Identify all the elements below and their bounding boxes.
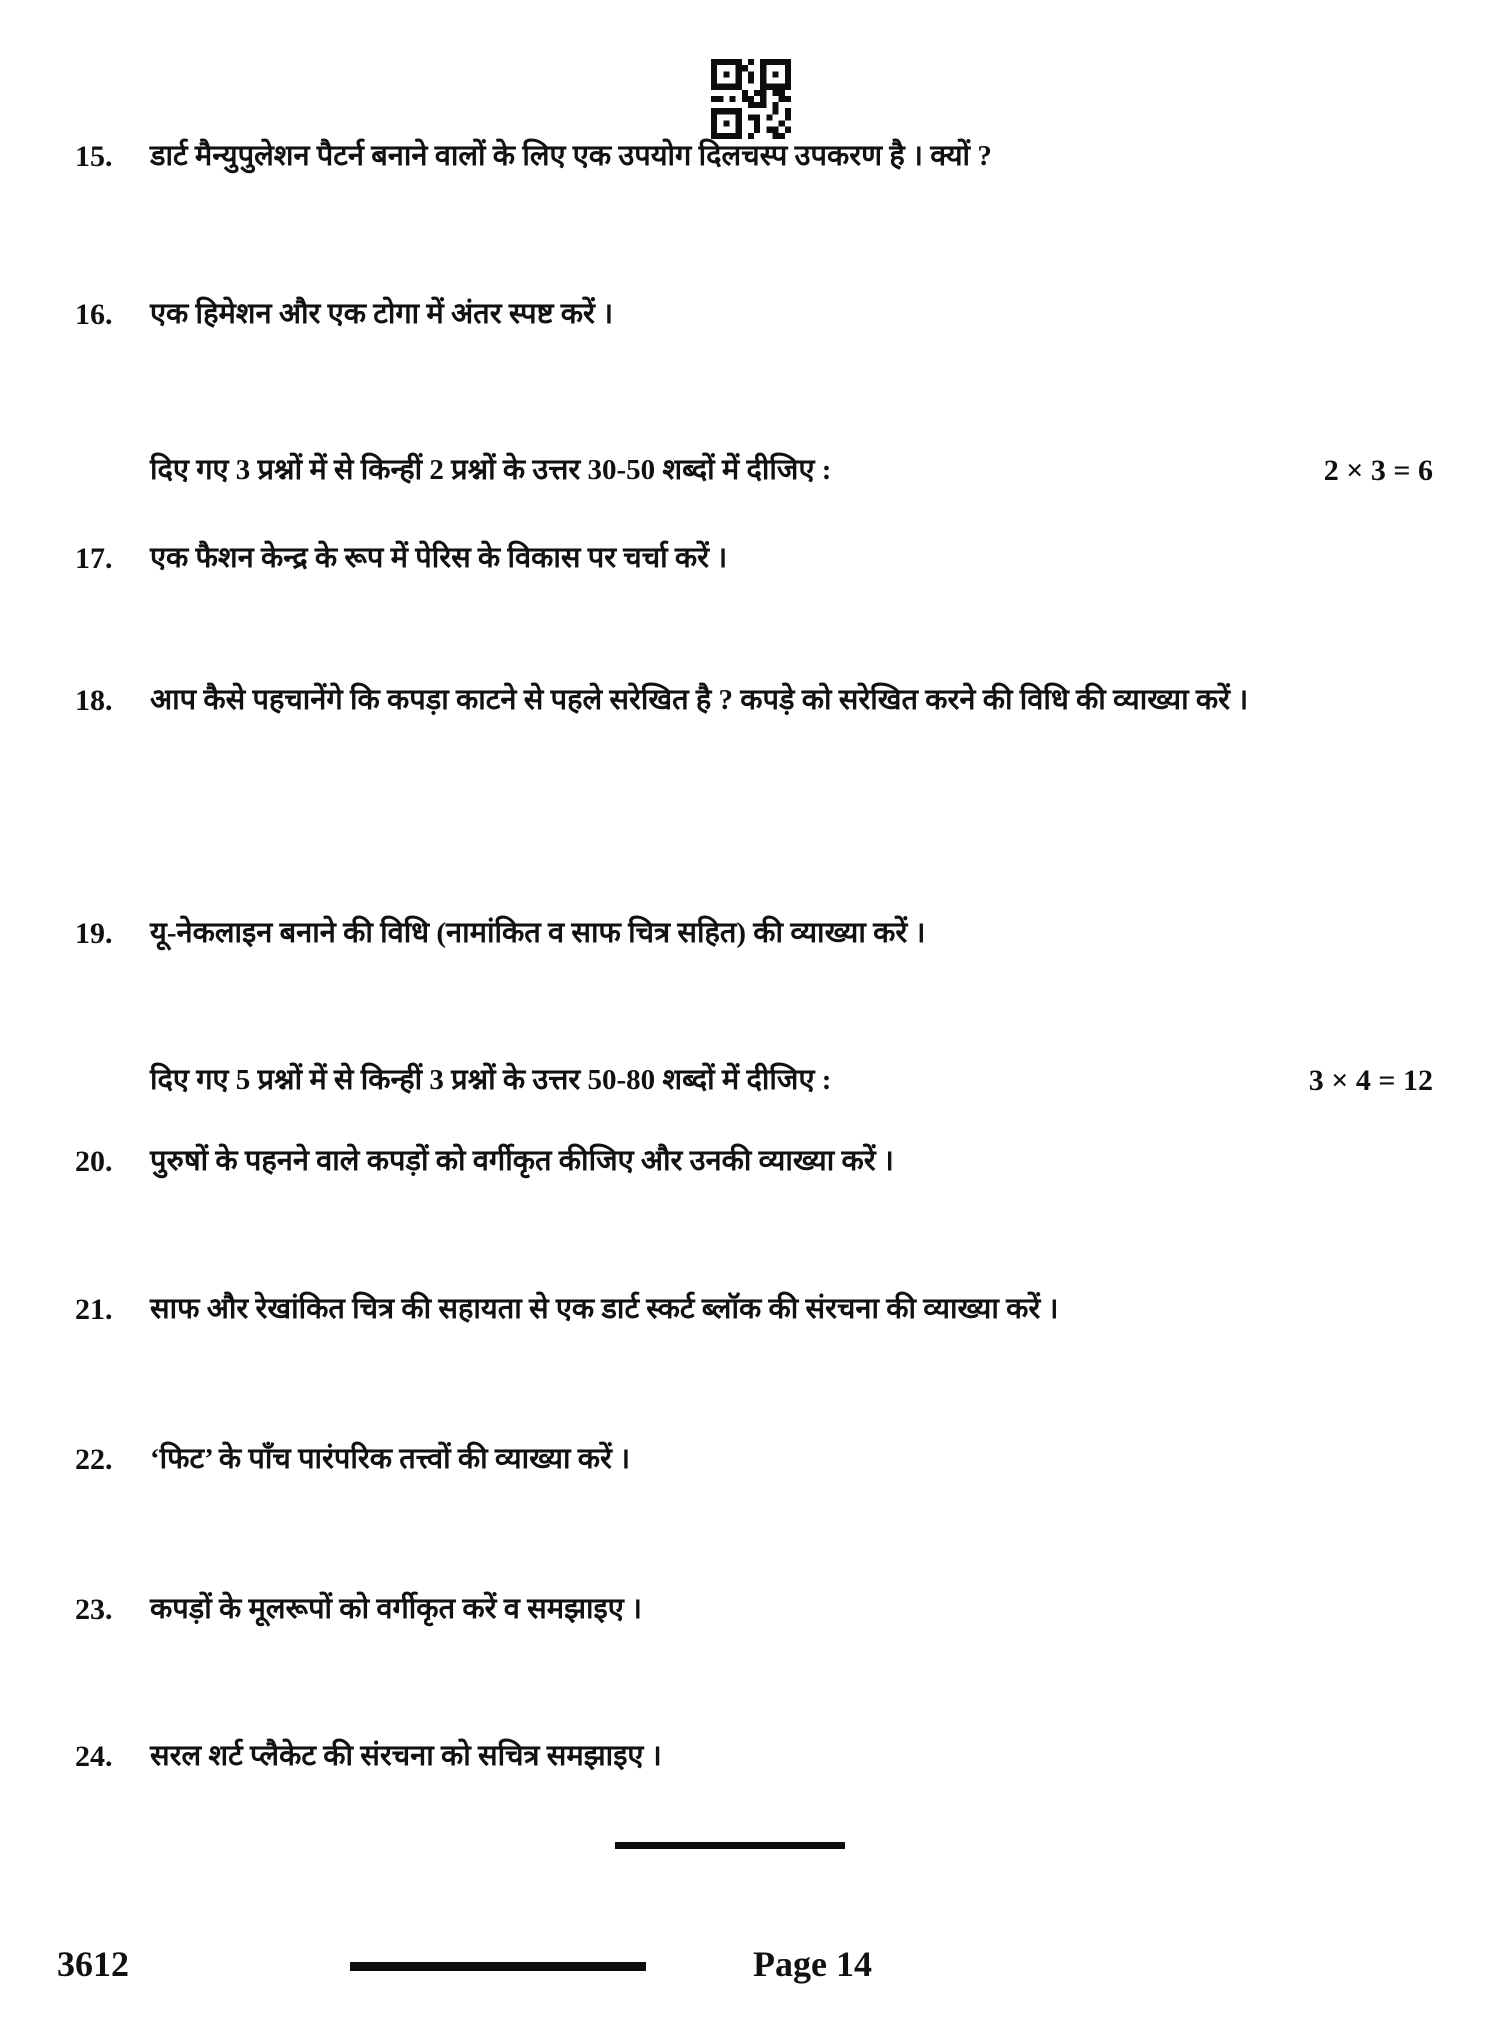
question-23-number: 23. bbox=[75, 1593, 113, 1626]
question-21-number: 21. bbox=[75, 1293, 113, 1326]
section-instruction-2 bbox=[150, 1042, 1433, 1119]
question-17-text: एक फैशन केन्द्र के रूप में पेरिस के विकास पर चर्चा करें । bbox=[150, 542, 728, 574]
question-24 bbox=[75, 1718, 1430, 1795]
question-22 bbox=[75, 1421, 1430, 1498]
question-20 bbox=[75, 1123, 1430, 1200]
question-15 bbox=[75, 118, 1430, 195]
question-18-number: 18. bbox=[75, 684, 113, 717]
question-23-text: कपड़ों के मूलरूपों को वर्गीकृत करें व समझाइए । bbox=[150, 1593, 643, 1625]
question-24-number: 24. bbox=[75, 1740, 113, 1773]
question-22-number: 22. bbox=[75, 1443, 113, 1476]
instruction-2-marks: 3 × 4 = 12 bbox=[1308, 1064, 1433, 1097]
section-instruction-1 bbox=[150, 432, 1433, 509]
question-21-text: साफ और रेखांकित चित्र की सहायता से एक डार्ट स्कर्ट ब्लॉक की संरचना की व्याख्या करें । bbox=[150, 1293, 1059, 1325]
question-19-number: 19. bbox=[75, 917, 113, 950]
question-16-number: 16. bbox=[75, 298, 113, 331]
page-number: Page 14 bbox=[753, 1944, 872, 1984]
question-18-text: आप कैसे पहचानेंगे कि कपड़ा काटने से पहले सरेखित है ? कपड़े को सरेखित करने की विधि की व्याख्या करें । bbox=[150, 684, 1249, 716]
instruction-1-marks: 2 × 3 = 6 bbox=[1323, 454, 1433, 487]
question-16 bbox=[75, 276, 1430, 353]
question-17-number: 17. bbox=[75, 542, 113, 575]
question-24-text: सरल शर्ट प्लैकेट की संरचना को सचित्र समझाइए । bbox=[150, 1740, 662, 1772]
section-end-divider bbox=[615, 1842, 845, 1849]
question-20-text: पुरुषों के पहनने वाले कपड़ों को वर्गीकृत कीजिए और उनकी व्याख्या करें । bbox=[150, 1145, 894, 1177]
question-16-text: एक हिमेशन और एक टोगा में अंतर स्पष्ट करें । bbox=[150, 298, 614, 330]
question-22-text: ‘फिट’ के पाँच पारंपरिक तत्त्वों की व्याख्या करें । bbox=[150, 1443, 631, 1475]
paper-code: 3612 bbox=[57, 1944, 129, 1984]
question-21 bbox=[75, 1271, 1430, 1348]
question-23 bbox=[75, 1571, 1430, 1648]
question-19 bbox=[75, 895, 1430, 972]
question-15-text: डार्ट मैन्युपुलेशन पैटर्न बनाने वालों के लिए एक उपयोग दिलचस्प उपकरण है । क्यों ? bbox=[150, 140, 992, 172]
instruction-1-text: दिए गए 3 प्रश्नों में से किन्हीं 2 प्रश्नों के उत्तर 30-50 शब्दों में दीजिए : bbox=[150, 454, 832, 486]
footer-divider bbox=[350, 1962, 646, 1971]
question-18 bbox=[75, 662, 1430, 739]
question-17 bbox=[75, 520, 1430, 597]
question-15-number: 15. bbox=[75, 140, 113, 173]
instruction-2-text: दिए गए 5 प्रश्नों में से किन्हीं 3 प्रश्नों के उत्तर 50-80 शब्दों में दीजिए : bbox=[150, 1064, 832, 1096]
question-20-number: 20. bbox=[75, 1145, 113, 1178]
question-19-text: यू-नेकलाइन बनाने की विधि (नामांकित व साफ चित्र सहित) की व्याख्या करें । bbox=[150, 917, 926, 949]
